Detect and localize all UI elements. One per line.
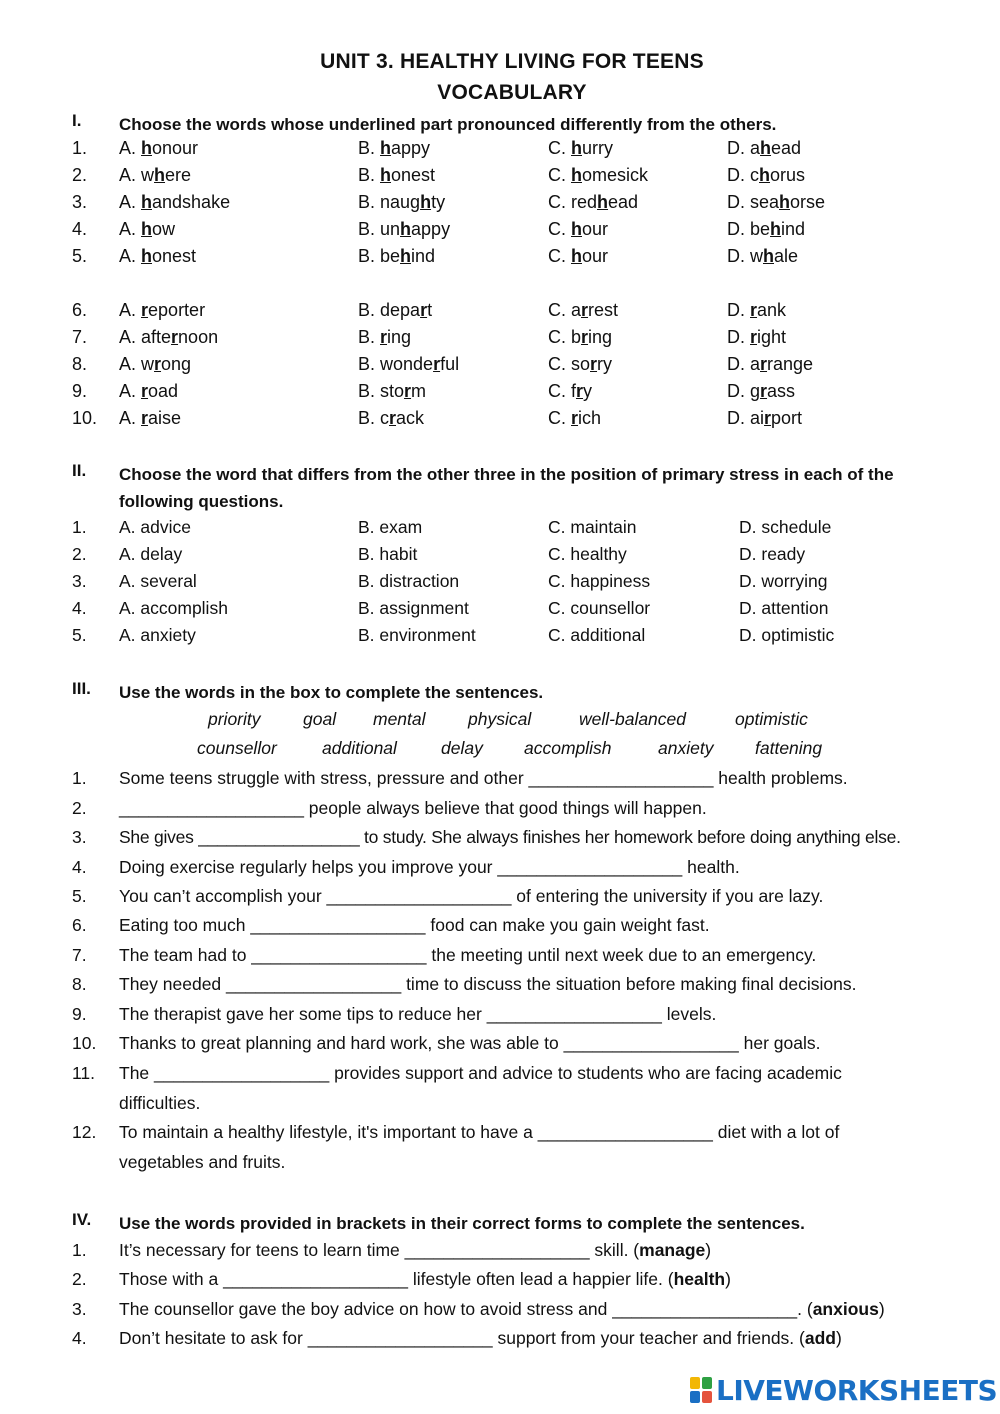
- underlined-part: r: [760, 381, 768, 401]
- option-text: C.: [548, 408, 572, 428]
- answer-option-b[interactable]: B. habit: [358, 544, 418, 564]
- option-text: D. ai: [727, 408, 765, 428]
- section-instruction: Choose the word that differs from the other three in the position of primary stress in each of the following questions.: [119, 465, 894, 511]
- option-text: D.: [727, 327, 751, 347]
- option-text: onest: [152, 246, 197, 266]
- answer-option-a[interactable]: [119, 351, 191, 378]
- question-number: 8.: [72, 354, 88, 374]
- option-text: andshake: [152, 192, 231, 212]
- answer-option-d[interactable]: [727, 135, 801, 162]
- sentence-text[interactable]: The __________________ provides support and advice to students who are facing academic difficulties.: [119, 1063, 842, 1113]
- sentence-number: 9.: [72, 1004, 87, 1024]
- sentence-text[interactable]: Some teens struggle with stress, pressure and other ___________________ health problems.: [119, 768, 848, 788]
- sentence-body: It’s necessary for teens to learn time ___________________ skill. (: [119, 1240, 640, 1260]
- sentence-text[interactable]: The team had to __________________ the meeting until next week due to an emergency.: [119, 945, 817, 965]
- logo-icon: [690, 1377, 712, 1403]
- option-text: our: [582, 246, 609, 266]
- question-row: [72, 514, 972, 541]
- section-number: IV.: [72, 1210, 92, 1229]
- underlined-part: h: [597, 192, 609, 212]
- underlined-part: h: [400, 219, 412, 239]
- word-box-item: counsellor: [197, 738, 277, 758]
- option-text: oad: [148, 381, 179, 401]
- question-number: 2.: [72, 165, 88, 185]
- option-text: A. w: [119, 354, 155, 374]
- option-text: our: [582, 219, 609, 239]
- question-number: 9.: [72, 381, 88, 401]
- answer-option-b[interactable]: [358, 297, 432, 324]
- option-text: A.: [119, 219, 142, 239]
- answer-option-c[interactable]: [548, 405, 601, 432]
- underlined-part: r: [404, 381, 412, 401]
- underlined-part: h: [760, 138, 772, 158]
- question-row: [72, 297, 972, 324]
- option-text: noon: [178, 327, 219, 347]
- answer-option-b[interactable]: B. distraction: [358, 571, 460, 591]
- question-number: 10.: [72, 408, 98, 428]
- word-box-item: accomplish: [524, 738, 612, 758]
- answer-option-d[interactable]: D. worrying: [739, 571, 828, 591]
- answer-option-b[interactable]: [358, 351, 459, 378]
- sentence-number: 4.: [72, 857, 87, 877]
- sentence-text[interactable]: You can’t accomplish your ___________________ of entering the university if you are lazy.: [119, 886, 824, 906]
- option-text: D. g: [727, 381, 761, 401]
- sentence-number: 7.: [72, 945, 87, 965]
- option-text: A.: [119, 300, 142, 320]
- underlined-part: r: [380, 327, 388, 347]
- answer-option-a[interactable]: A. delay: [119, 544, 183, 564]
- underlined-part: r: [750, 327, 758, 347]
- question-number: 7.: [72, 327, 88, 347]
- answer-option-a[interactable]: [119, 189, 230, 216]
- underlined-part: h: [779, 192, 791, 212]
- option-text: ank: [757, 300, 787, 320]
- option-text: C. red: [548, 192, 598, 212]
- question-row: [72, 541, 972, 568]
- option-text: onest: [391, 165, 436, 185]
- question-number: 6.: [72, 300, 88, 320]
- option-text: A. w: [119, 165, 155, 185]
- option-text: D. w: [727, 246, 763, 266]
- bracket-close: ): [835, 1328, 842, 1348]
- answer-option-c[interactable]: [548, 378, 592, 405]
- sentence-text[interactable]: Doing exercise regularly helps you improve your ___________________ health.: [119, 857, 740, 877]
- option-text: D. be: [727, 219, 771, 239]
- answer-option-a[interactable]: [119, 405, 181, 432]
- option-text: B. naug: [358, 192, 421, 212]
- sentence-body: Don’t hesitate to ask for ___________________ support from your teacher and friends. (: [119, 1328, 805, 1348]
- answer-option-b[interactable]: [358, 378, 426, 405]
- underlined-part: h: [141, 138, 153, 158]
- word-box-item: priority: [208, 709, 261, 729]
- option-text: B. wonde: [358, 354, 434, 374]
- option-text: ale: [774, 246, 799, 266]
- sentence-number: 3.: [72, 827, 87, 847]
- option-text: B.: [358, 165, 381, 185]
- answer-option-d[interactable]: [727, 189, 825, 216]
- liveworksheets-logo[interactable]: [690, 1374, 997, 1406]
- option-text: ich: [578, 408, 602, 428]
- word-box-item: anxiety: [658, 738, 714, 758]
- option-text: y: [583, 381, 593, 401]
- option-text: D. a: [727, 138, 761, 158]
- answer-option-b[interactable]: [358, 189, 445, 216]
- logo-square: [702, 1377, 712, 1389]
- answer-option-c[interactable]: [548, 216, 608, 243]
- underlined-part: r: [576, 381, 584, 401]
- underlined-part: h: [380, 165, 392, 185]
- answer-option-b[interactable]: B. environment: [358, 625, 476, 645]
- answer-option-d[interactable]: D. attention: [739, 598, 829, 618]
- section-instruction: Use the words in the box to complete the sentences.: [119, 683, 544, 702]
- option-text: C.: [548, 219, 572, 239]
- answer-option-c[interactable]: C. additional: [548, 625, 646, 645]
- answer-option-c[interactable]: [548, 162, 648, 189]
- option-text: A.: [119, 381, 142, 401]
- question-number: 5.: [72, 246, 88, 266]
- option-text: ead: [608, 192, 639, 212]
- underlined-part: r: [590, 354, 598, 374]
- underlined-part: r: [389, 408, 397, 428]
- underlined-part: h: [759, 165, 771, 185]
- answer-option-c[interactable]: C. healthy: [548, 544, 627, 564]
- option-text: C. f: [548, 381, 577, 401]
- underlined-part: r: [581, 327, 589, 347]
- question-row: [72, 622, 972, 649]
- answer-option-b[interactable]: [358, 405, 424, 432]
- option-text: C.: [548, 246, 572, 266]
- answer-option-c[interactable]: C. counsellor: [548, 598, 651, 618]
- option-text: A.: [119, 192, 142, 212]
- answer-option-c[interactable]: [548, 351, 612, 378]
- option-text: orse: [790, 192, 826, 212]
- answer-option-a[interactable]: [119, 162, 191, 189]
- question-row: [72, 568, 972, 595]
- word-box-item: physical: [468, 709, 532, 729]
- question-row: [72, 595, 972, 622]
- underlined-part: h: [571, 246, 583, 266]
- answer-option-b[interactable]: B. assignment: [358, 598, 469, 618]
- answer-option-d[interactable]: [727, 351, 813, 378]
- page-title: VOCABULARY: [437, 81, 587, 104]
- sentence-text[interactable]: They needed __________________ time to discuss the situation before making final decisions.: [119, 974, 857, 994]
- logo-text: LIVEWORKSHEETS: [716, 1373, 998, 1407]
- option-text: C.: [548, 165, 572, 185]
- section-number: III.: [72, 679, 91, 698]
- question-row: [72, 135, 972, 162]
- option-text: B.: [358, 138, 381, 158]
- answer-option-a[interactable]: A. advice: [119, 517, 191, 537]
- question-number: 5.: [72, 625, 87, 645]
- section-number: I.: [72, 111, 82, 130]
- answer-option-a[interactable]: A. anxiety: [119, 625, 196, 645]
- question-row: [72, 189, 972, 216]
- answer-option-b[interactable]: [358, 162, 435, 189]
- option-text: eporter: [148, 300, 206, 320]
- answer-option-b[interactable]: B. exam: [358, 517, 423, 537]
- question-row: [72, 405, 972, 432]
- question-number: 2.: [72, 544, 87, 564]
- question-number: 1.: [72, 517, 87, 537]
- sentence-number: 8.: [72, 974, 87, 994]
- sentence-number: 4.: [72, 1328, 87, 1348]
- underlined-part: r: [581, 300, 589, 320]
- underlined-part: r: [764, 408, 772, 428]
- answer-option-c[interactable]: [548, 135, 613, 162]
- option-text: C. b: [548, 327, 582, 347]
- underlined-part: h: [400, 246, 412, 266]
- option-text: appy: [391, 138, 431, 158]
- question-number: 1.: [72, 138, 88, 158]
- sentence-text[interactable]: The therapist gave her some tips to reduce her __________________ levels.: [119, 1004, 717, 1024]
- answer-option-a[interactable]: [119, 243, 196, 270]
- option-text: aise: [148, 408, 182, 428]
- word-box-item: goal: [303, 709, 337, 729]
- underlined-part: h: [154, 165, 166, 185]
- sentence-text[interactable]: Thanks to great planning and hard work, she was able to __________________ her goals.: [119, 1033, 821, 1053]
- option-text: ing: [588, 327, 613, 347]
- option-text: ind: [781, 219, 806, 239]
- logo-square: [690, 1377, 700, 1389]
- question-row: [72, 162, 972, 189]
- underlined-part: h: [763, 246, 774, 266]
- question-number: 3.: [72, 571, 87, 591]
- sentence-number: 1.: [72, 768, 87, 788]
- option-text: onour: [152, 138, 199, 158]
- underlined-part: h: [141, 246, 153, 266]
- sentence-number: 11.: [72, 1063, 96, 1083]
- option-text: orus: [770, 165, 806, 185]
- answer-option-c[interactable]: [548, 297, 618, 324]
- answer-option-a[interactable]: [119, 216, 175, 243]
- underlined-part: h: [571, 138, 583, 158]
- answer-option-d[interactable]: D. schedule: [739, 517, 832, 537]
- sentence-text[interactable]: ___________________ people always believe that good things will happen.: [119, 798, 707, 818]
- option-text: A.: [119, 408, 142, 428]
- question-number: 4.: [72, 219, 88, 239]
- sentence-text[interactable]: [119, 1236, 949, 1266]
- underlined-part: h: [380, 138, 392, 158]
- word-box-item: fattening: [755, 738, 823, 758]
- sentence-text[interactable]: She gives _________________ to study. She always finishes her homework before doing anything else.: [119, 827, 901, 847]
- option-text: B.: [358, 327, 381, 347]
- sentence-body: Those with a ___________________ lifestyle often lead a happier life. (: [119, 1269, 674, 1289]
- answer-option-a[interactable]: [119, 135, 198, 162]
- sentence-text[interactable]: Eating too much __________________ food can make you gain weight fast.: [119, 915, 710, 935]
- option-text: rest: [588, 300, 619, 320]
- underlined-part: r: [571, 408, 579, 428]
- question-number: 3.: [72, 192, 88, 212]
- sentence-number: 5.: [72, 886, 87, 906]
- question-row: [72, 351, 972, 378]
- underlined-part: r: [141, 300, 149, 320]
- question-number: 4.: [72, 598, 87, 618]
- answer-option-d[interactable]: D. optimistic: [739, 625, 835, 645]
- sentence-number: 6.: [72, 915, 87, 935]
- answer-option-a[interactable]: [119, 297, 205, 324]
- option-text: ack: [396, 408, 425, 428]
- bracket-close: ): [878, 1299, 885, 1319]
- root-word: manage: [639, 1240, 706, 1260]
- underlined-part: h: [770, 219, 782, 239]
- underlined-part: h: [141, 192, 153, 212]
- option-text: omesick: [582, 165, 649, 185]
- answer-option-c[interactable]: C. happiness: [548, 571, 651, 591]
- sentence-text[interactable]: [119, 1324, 949, 1354]
- option-text: D. a: [727, 354, 761, 374]
- sentence-number: 3.: [72, 1299, 87, 1319]
- sentence-number: 2.: [72, 1269, 87, 1289]
- sentence-body: The counsellor gave the boy advice on how to avoid stress and ___________________. (: [119, 1299, 813, 1319]
- word-box-item: well-balanced: [579, 709, 687, 729]
- sentence-text[interactable]: [119, 1295, 949, 1325]
- word-box-item: optimistic: [735, 709, 808, 729]
- answer-option-d[interactable]: [727, 324, 786, 351]
- sentence-number: 10.: [72, 1033, 97, 1053]
- option-text: D.: [727, 300, 751, 320]
- answer-option-a[interactable]: A. accomplish: [119, 598, 228, 618]
- answer-option-a[interactable]: [119, 324, 218, 351]
- option-text: ere: [165, 165, 192, 185]
- word-box-item: mental: [373, 709, 426, 729]
- option-text: B. be: [358, 246, 401, 266]
- root-word: health: [673, 1269, 726, 1289]
- bracket-close: ): [725, 1269, 731, 1289]
- bracket-close: ): [705, 1240, 712, 1260]
- question-row: [72, 216, 972, 243]
- option-text: B. depa: [358, 300, 421, 320]
- underlined-part: r: [171, 327, 179, 347]
- option-text: ong: [161, 354, 192, 374]
- option-text: ty: [431, 192, 446, 212]
- answer-option-d[interactable]: [727, 297, 786, 324]
- logo-square: [702, 1391, 712, 1403]
- answer-option-d[interactable]: [727, 243, 798, 270]
- option-text: ight: [757, 327, 787, 347]
- underlined-part: h: [420, 192, 432, 212]
- underlined-part: r: [433, 354, 441, 374]
- question-row: [72, 324, 972, 351]
- option-text: C. so: [548, 354, 591, 374]
- option-text: ing: [387, 327, 412, 347]
- sentence-text[interactable]: To maintain a healthy lifestyle, it's important to have a __________________ diet with a lot of vegetables and fruits.: [119, 1122, 840, 1172]
- section-number: II.: [72, 461, 87, 480]
- word-box-item: additional: [322, 738, 397, 758]
- option-text: ass: [767, 381, 796, 401]
- underlined-part: r: [420, 300, 428, 320]
- answer-option-b[interactable]: [358, 216, 450, 243]
- option-text: ow: [152, 219, 176, 239]
- answer-option-b[interactable]: [358, 243, 435, 270]
- answer-option-d[interactable]: D. ready: [739, 544, 806, 564]
- option-text: D. c: [727, 165, 760, 185]
- sentence-number: 1.: [72, 1240, 87, 1260]
- sentence-number: 2.: [72, 798, 87, 818]
- underlined-part: h: [141, 219, 153, 239]
- underlined-part: r: [154, 354, 162, 374]
- option-text: t: [427, 300, 433, 320]
- option-text: C. a: [548, 300, 582, 320]
- option-text: ead: [771, 138, 802, 158]
- option-text: A.: [119, 246, 142, 266]
- underlined-part: h: [571, 219, 583, 239]
- word-box-item: delay: [441, 738, 483, 758]
- root-word: add: [804, 1328, 836, 1348]
- option-text: B. sto: [358, 381, 405, 401]
- underlined-part: r: [141, 381, 149, 401]
- option-text: m: [411, 381, 427, 401]
- sentence-number: 12.: [72, 1122, 97, 1142]
- option-text: ful: [440, 354, 460, 374]
- answer-option-c[interactable]: [548, 189, 638, 216]
- underlined-part: r: [750, 300, 758, 320]
- answer-option-d[interactable]: [727, 216, 805, 243]
- answer-option-d[interactable]: [727, 162, 805, 189]
- option-text: C.: [548, 138, 572, 158]
- question-row: [72, 378, 972, 405]
- option-text: appy: [411, 219, 451, 239]
- unit-title: UNIT 3. HEALTHY LIVING FOR TEENS: [320, 50, 704, 73]
- option-text: ry: [597, 354, 613, 374]
- answer-option-a[interactable]: A. several: [119, 571, 197, 591]
- option-text: A. afte: [119, 327, 172, 347]
- underlined-part: h: [571, 165, 583, 185]
- option-text: A.: [119, 138, 142, 158]
- answer-option-c[interactable]: [548, 324, 612, 351]
- option-text: port: [771, 408, 803, 428]
- answer-option-b[interactable]: [358, 135, 430, 162]
- option-text: urry: [582, 138, 614, 158]
- underlined-part: r: [141, 408, 149, 428]
- question-row: [72, 243, 972, 270]
- option-text: ind: [411, 246, 436, 266]
- answer-option-c[interactable]: C. maintain: [548, 517, 637, 537]
- root-word: anxious: [812, 1299, 879, 1319]
- answer-option-b[interactable]: [358, 324, 411, 351]
- logo-square: [690, 1391, 700, 1403]
- answer-option-d[interactable]: [727, 378, 795, 405]
- answer-option-c[interactable]: [548, 243, 608, 270]
- underlined-part: r: [760, 354, 768, 374]
- option-text: range: [767, 354, 814, 374]
- section-instruction: Choose the words whose underlined part pronounced differently from the others.: [119, 115, 777, 134]
- sentence-text[interactable]: [119, 1265, 949, 1295]
- section-instruction: Use the words provided in brackets in their correct forms to complete the sentences.: [119, 1214, 805, 1233]
- option-text: D. sea: [727, 192, 780, 212]
- answer-option-a[interactable]: [119, 378, 178, 405]
- option-text: B. un: [358, 219, 401, 239]
- answer-option-d[interactable]: [727, 405, 802, 432]
- option-text: B. c: [358, 408, 390, 428]
